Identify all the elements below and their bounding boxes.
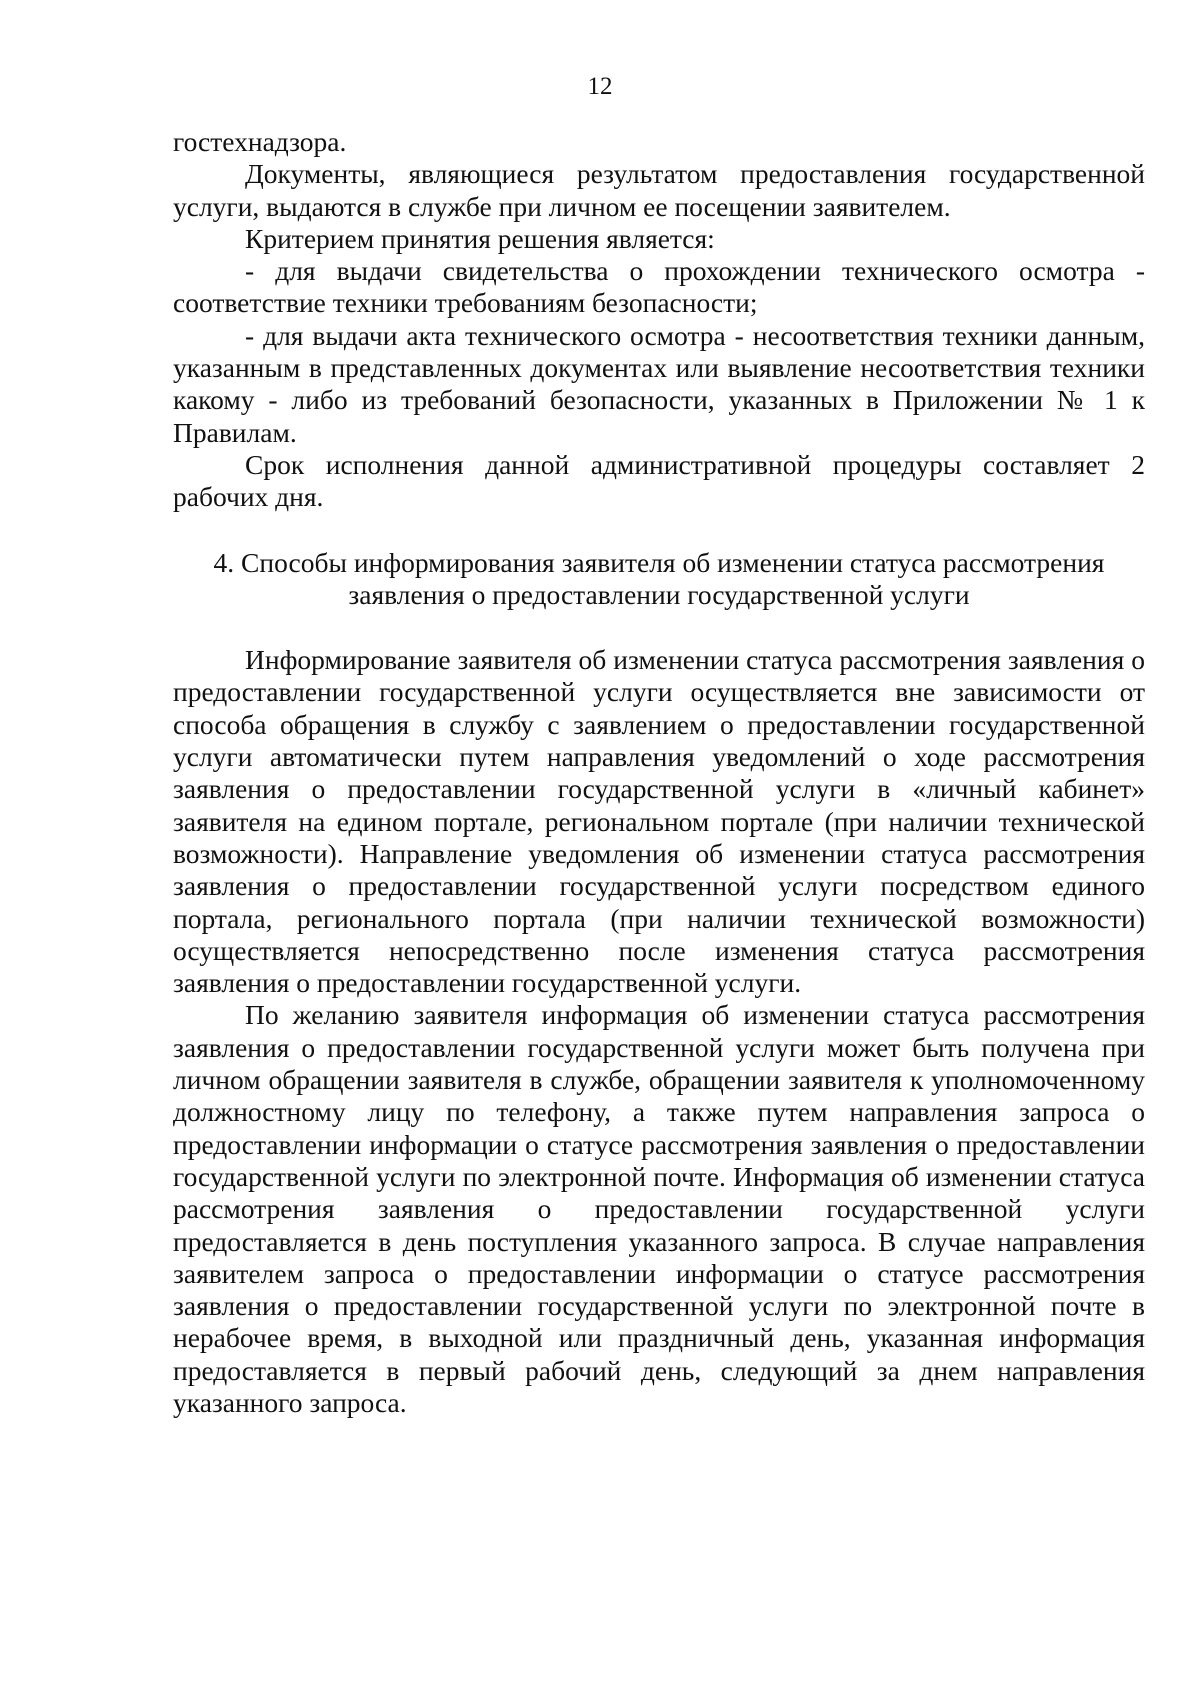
paragraph: Информирование заявителя об изменении статуса рассмотрения заявления о предоставлении государственной услуги осуществляется вне зависимости от способа обращения в службу с заявлением о предоставлении государственной услуги автоматически путем направления уведомлений о ходе рассмотрения заявления о предоставлении государственной услуги в «личный кабинет» заявителя на едином портале, региональном портале (при наличии технической возможности). Направление уведомления об изменении статуса рассмотрения заявления о предоставлении государственной услуги посредством единого портала, регионального портала (при наличии технической возможности) осуществляется непосредственно после изменения статуса рассмотрения заявления о предоставлении государственной услуги. bbox=[173, 644, 1145, 999]
list-item: - для выдачи акта технического осмотра - несоответствия техники данным, указанным в представленных документах или выявление несоответствия техники какому - либо из требований безопасности, указанных в Приложении № 1 к Правилам. bbox=[173, 319, 1145, 448]
document-body bbox=[173, 126, 1145, 1419]
paragraph: гостехнадзора. bbox=[173, 126, 347, 157]
list-item: - для выдачи свидетельства о прохождении технического осмотра - соответствие техники требованиям безопасности; bbox=[173, 255, 1145, 319]
paragraph: Критерием принятия решения является: bbox=[245, 222, 715, 254]
paragraph: По желанию заявителя информация об изменении статуса рассмотрения заявления о предоставлении государственной услуги может быть получена при личном обращении заявителя в службе, обращении заявителя к уполномоченному должностному лицу по телефону, а также путем направления запроса о предоставлении информации о статусе рассмотрения заявления о предоставлении государственной услуги по электронной почте. Информация об изменении статуса рассмотрения заявления о предоставлении государственной услуги предоставляется в день поступления указанного запроса. В случае направления заявителем запроса о предоставлении информации о статусе рассмотрения заявления о предоставлении государственной услуги по электронной почте в нерабочее время, в выходной или праздничный день, указанная информация предоставляется в первый рабочий день, следующий за днем направления указанного запроса. bbox=[173, 999, 1145, 1418]
page-number: 12 bbox=[587, 73, 613, 100]
paragraph: Срок исполнения данной административной процедуры составляет 2 рабочих дня. bbox=[173, 448, 1145, 513]
section-heading: 4. Способы информирования заявителя об изменении статуса рассмотрения заявления о предоставлении государственной услуги bbox=[213, 546, 1105, 610]
paragraph: Документы, являющиеся результатом предоставления государственной услуги, выдаются в службе при личном ее посещении заявителем. bbox=[173, 158, 1145, 222]
